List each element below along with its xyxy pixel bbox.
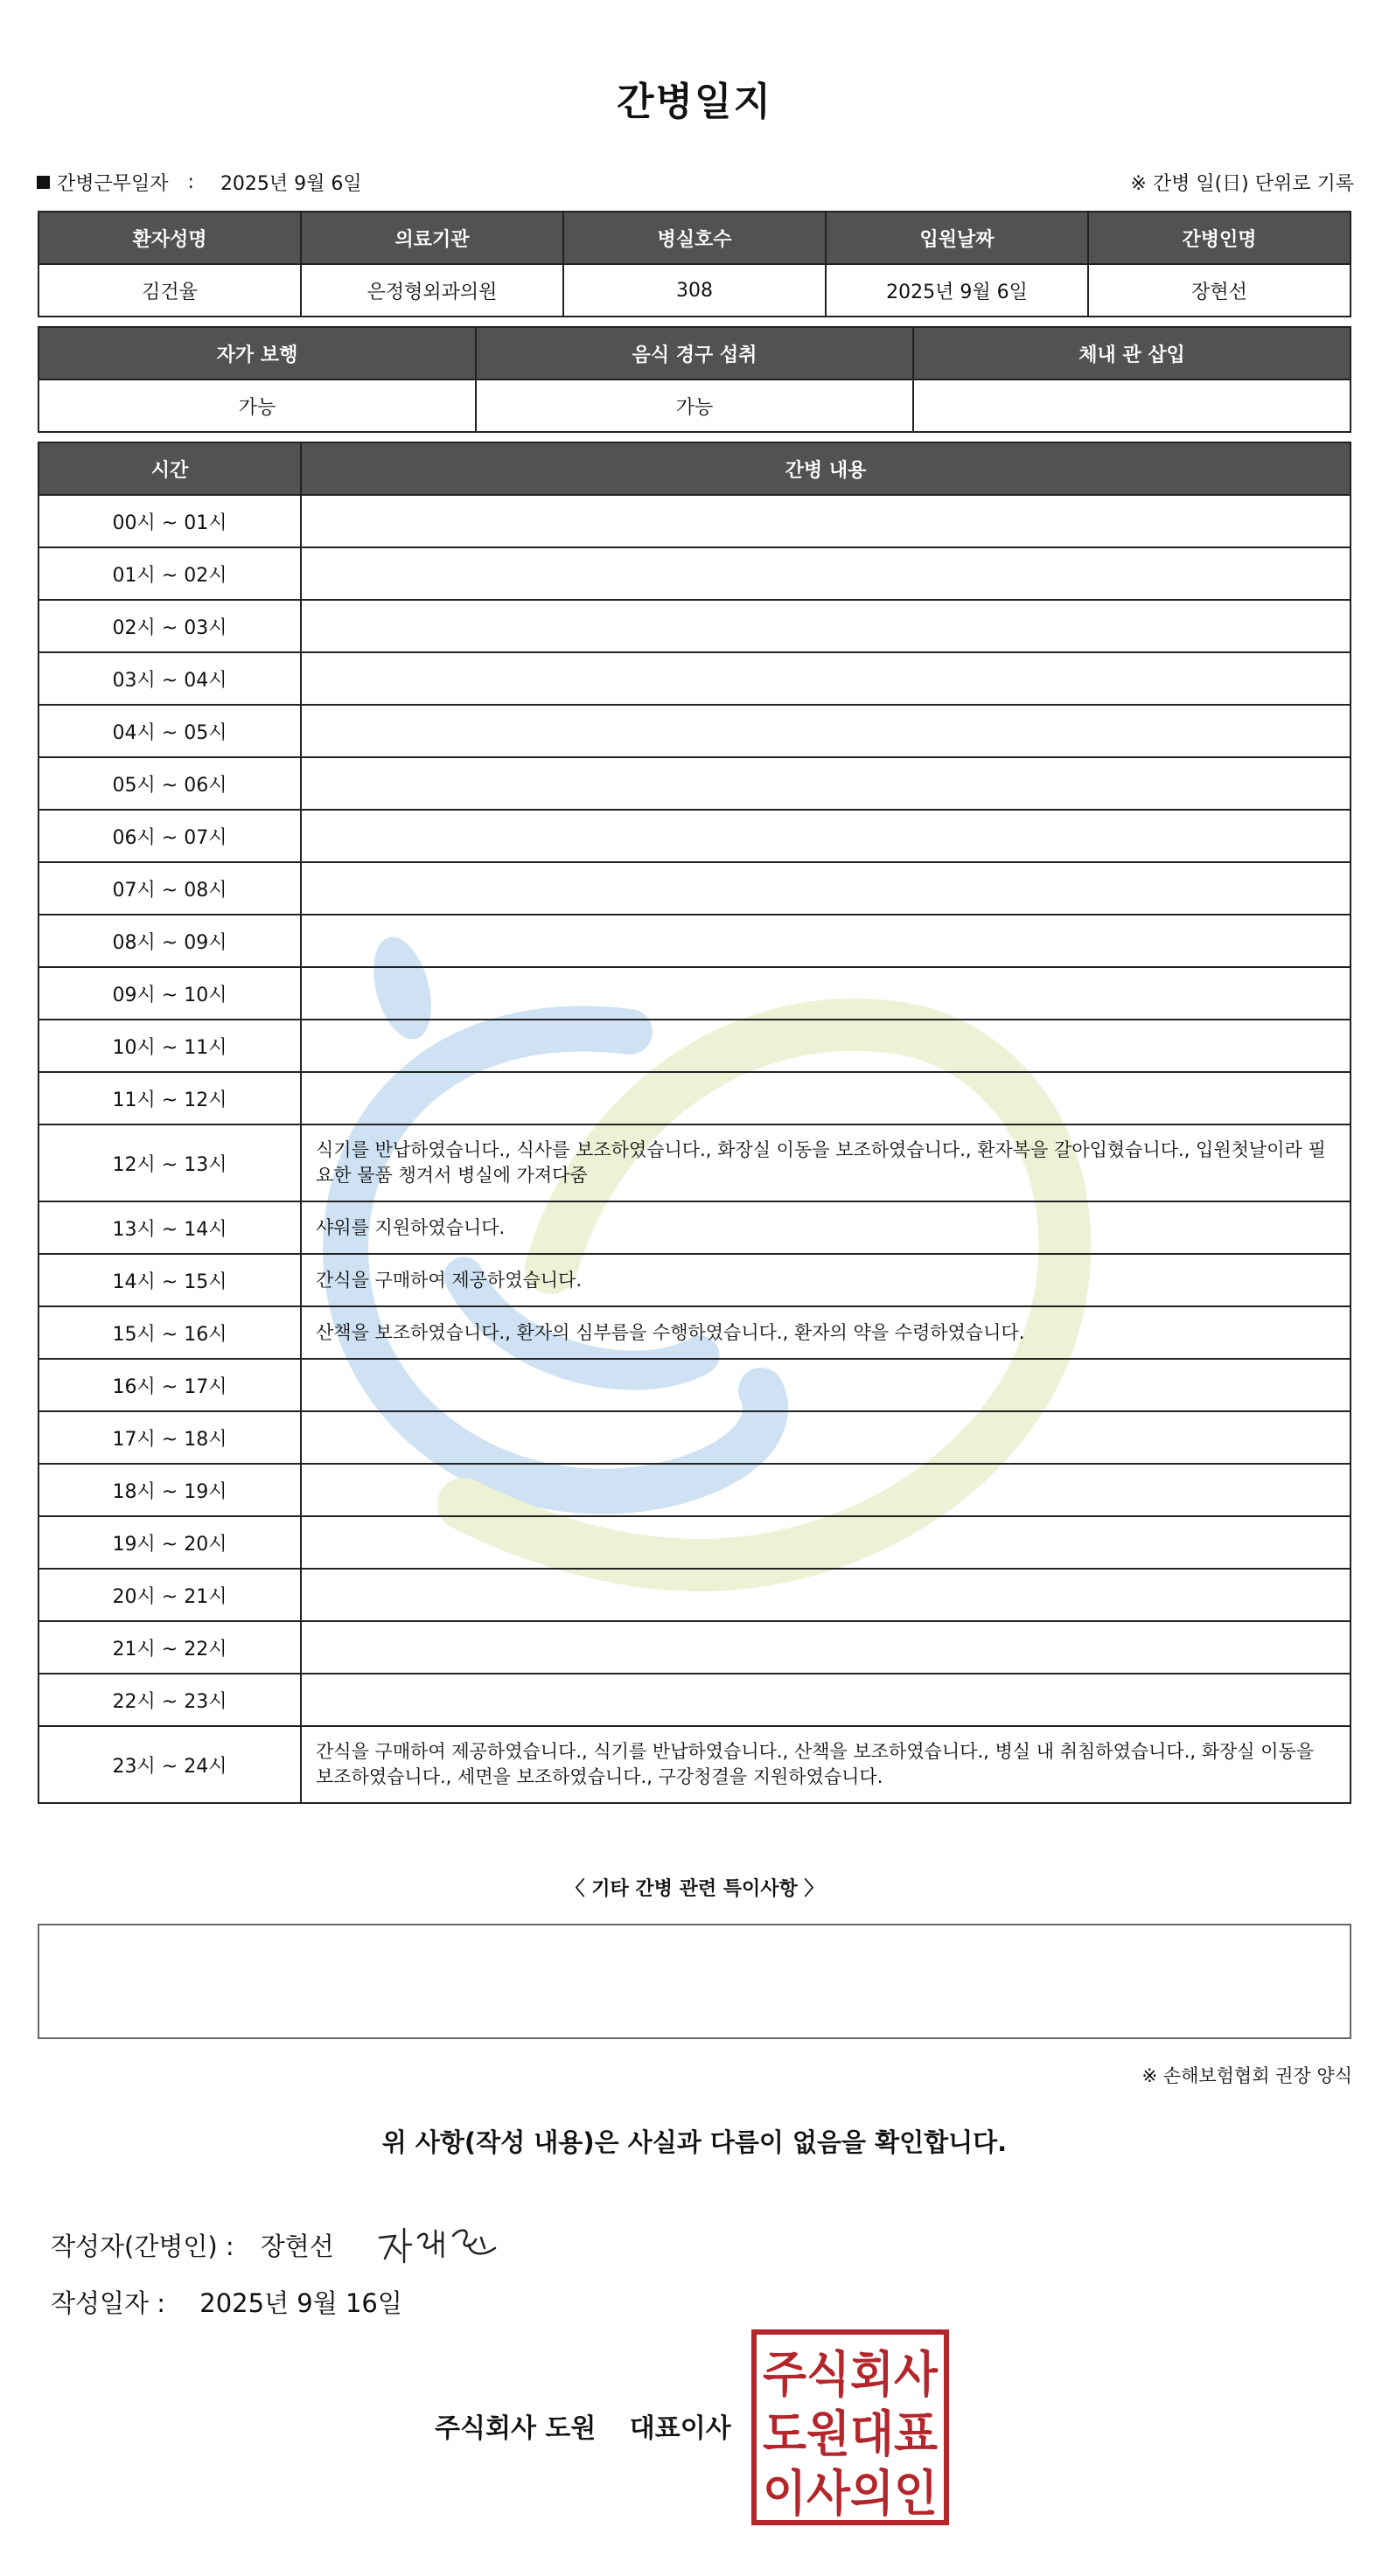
- hospital-name: 은정형외과의원: [301, 264, 563, 317]
- work-date-separator: :: [187, 171, 194, 193]
- table-row: [38, 1124, 1351, 1201]
- notes-title: 〈 기타 간병 관련 특이사항 〉: [565, 1878, 824, 1900]
- table-row: [38, 652, 1351, 705]
- patient-info-table: [38, 211, 1351, 317]
- table-row: [38, 915, 1351, 967]
- care-content-cell: [301, 1359, 1351, 1411]
- care-content-cell: [301, 652, 1351, 705]
- table-row: [38, 1359, 1351, 1411]
- recommendation-note: ※ 손해보험협회 권장 양식: [1141, 2065, 1352, 2086]
- time-cell: 09시 ~ 10시: [38, 967, 301, 1020]
- caregiver-name: 장현선: [1088, 264, 1351, 317]
- care-content-cell: 산책을 보조하였습니다., 환자의 심부름을 수행하였습니다., 환자의 약을 수령하였습니다.: [301, 1306, 1351, 1359]
- table-row: [38, 1306, 1351, 1359]
- company-name: 주식회사 도원: [435, 2413, 597, 2444]
- table-row: [38, 1674, 1351, 1726]
- care-content-cell: [301, 1569, 1351, 1621]
- time-cell: 11시 ~ 12시: [38, 1072, 301, 1124]
- header-oral-intake: 음식 경구 섭취: [476, 327, 913, 379]
- care-content-cell: 식기를 반납하였습니다., 식사를 보조하였습니다., 화장실 이동을 보조하였습니다., 환자복을 갈아입혔습니다., 입원첫날이라 필요한 물품 챙겨서 병실에 가져다줌: [301, 1124, 1351, 1201]
- table-row: [38, 1411, 1351, 1464]
- table-row: [38, 600, 1351, 652]
- time-cell: 12시 ~ 13시: [38, 1124, 301, 1201]
- unit-note: ※ 간병 일(日) 단위로 기록: [1130, 172, 1354, 195]
- company-title: 대표이사: [629, 2413, 731, 2444]
- table-row: [38, 1726, 1351, 1803]
- header-room-number: 병실호수: [563, 212, 826, 264]
- table-row: [38, 967, 1351, 1020]
- header-care-content: 간병 내용: [301, 442, 1351, 495]
- table-row: [38, 1254, 1351, 1306]
- patient-ability-table: [38, 326, 1351, 433]
- time-cell: 06시 ~ 07시: [38, 810, 301, 862]
- header-admission-date: 입원날짜: [826, 212, 1088, 264]
- patient-name: 김건율: [38, 264, 301, 317]
- care-content-cell: [301, 547, 1351, 600]
- table-row: [38, 1020, 1351, 1072]
- table-row: [38, 1201, 1351, 1254]
- table-header-row: [38, 442, 1351, 495]
- care-content-cell: [301, 915, 1351, 967]
- table-row: [38, 495, 1351, 547]
- table-row: [38, 705, 1351, 757]
- self-walking-value: 가능: [38, 379, 476, 432]
- care-content-cell: [301, 1411, 1351, 1464]
- writer-line: [51, 2218, 513, 2271]
- care-content-cell: [301, 600, 1351, 652]
- time-cell: 13시 ~ 14시: [38, 1201, 301, 1254]
- care-content-cell: [301, 1072, 1351, 1124]
- table-row: [38, 1464, 1351, 1516]
- time-cell: 01시 ~ 02시: [38, 547, 301, 600]
- table-row: [38, 1621, 1351, 1674]
- company-seal: [750, 2329, 950, 2526]
- time-cell: 15시 ~ 16시: [38, 1306, 301, 1359]
- time-cell: 18시 ~ 19시: [38, 1464, 301, 1516]
- room-number: 308: [563, 264, 826, 317]
- table-header-row: [38, 327, 1351, 379]
- table-header-row: [38, 212, 1351, 264]
- care-content-cell: [301, 757, 1351, 810]
- time-cell: 00시 ~ 01시: [38, 495, 301, 547]
- work-date-group: [37, 169, 362, 196]
- time-cell: 21시 ~ 22시: [38, 1621, 301, 1674]
- header-tube-insertion: 체내 관 삽입: [913, 327, 1351, 379]
- header-self-walking: 자가 보행: [38, 327, 476, 379]
- table-row: [38, 379, 1351, 432]
- table-row: [38, 1516, 1351, 1569]
- care-content-cell: 간식을 구매하여 제공하였습니다., 식기를 반납하였습니다., 산책을 보조하였습니다., 병실 내 취침하였습니다., 화장실 이동을 보조하였습니다., 세면을 보조하였습니다., 구강청결을 지원하였습니다.: [301, 1726, 1351, 1803]
- care-content-cell: [301, 1621, 1351, 1674]
- time-cell: 03시 ~ 04시: [38, 652, 301, 705]
- header-time: 시간: [38, 442, 301, 495]
- written-date-value: 2025년 9월 16일: [199, 2288, 402, 2318]
- writer-label: 작성자(간병인) :: [51, 2231, 234, 2261]
- meta-row: [37, 169, 1354, 195]
- time-cell: 10시 ~ 11시: [38, 1020, 301, 1072]
- confirmation-statement: 위 사항(작성 내용)은 사실과 다름이 없음을 확인합니다.: [381, 2127, 1008, 2157]
- care-content-cell: [301, 967, 1351, 1020]
- seal-line-1: 주식회사: [763, 2347, 939, 2404]
- header-hospital: 의료기관: [301, 212, 563, 264]
- time-cell: 20시 ~ 21시: [38, 1569, 301, 1621]
- time-cell: 19시 ~ 20시: [38, 1516, 301, 1569]
- time-cell: 02시 ~ 03시: [38, 600, 301, 652]
- square-bullet-icon: [37, 176, 50, 189]
- care-content-cell: 간식을 구매하여 제공하였습니다.: [301, 1254, 1351, 1306]
- page-title: 간병일지: [616, 80, 772, 124]
- care-content-cell: [301, 1516, 1351, 1569]
- seal-line-2: 도원대표: [763, 2406, 938, 2463]
- seal-line-3: 이사의인: [763, 2466, 938, 2523]
- time-cell: 22시 ~ 23시: [38, 1674, 301, 1726]
- care-content-cell: [301, 810, 1351, 862]
- admission-date: 2025년 9월 6일: [826, 264, 1088, 317]
- time-cell: 07시 ~ 08시: [38, 862, 301, 915]
- time-cell: 08시 ~ 09시: [38, 915, 301, 967]
- writer-name: 장현선: [260, 2231, 334, 2261]
- care-content-cell: [301, 862, 1351, 915]
- table-row: [38, 810, 1351, 862]
- notes-box: [38, 1924, 1351, 2039]
- time-cell: 17시 ~ 18시: [38, 1411, 301, 1464]
- care-content-cell: [301, 495, 1351, 547]
- care-log-table: [38, 442, 1351, 1804]
- time-cell: 16시 ~ 17시: [38, 1359, 301, 1411]
- care-content-cell: 샤워를 지원하였습니다.: [301, 1201, 1351, 1254]
- table-row: [38, 264, 1351, 317]
- time-cell: 04시 ~ 05시: [38, 705, 301, 757]
- care-content-cell: [301, 1674, 1351, 1726]
- time-cell: 14시 ~ 15시: [38, 1254, 301, 1306]
- care-content-cell: [301, 1464, 1351, 1516]
- time-cell: 23시 ~ 24시: [38, 1726, 301, 1803]
- table-row: [38, 547, 1351, 600]
- written-date-label: 작성일자 :: [51, 2288, 166, 2318]
- table-row: [38, 862, 1351, 915]
- signature: [373, 2218, 513, 2271]
- header-caregiver-name: 간병인명: [1088, 212, 1351, 264]
- company-line: [435, 2406, 731, 2445]
- table-row: [38, 1072, 1351, 1124]
- table-row: [38, 1569, 1351, 1621]
- header-patient-name: 환자성명: [38, 212, 301, 264]
- written-date-line: [51, 2284, 402, 2320]
- care-content-cell: [301, 705, 1351, 757]
- table-row: [38, 757, 1351, 810]
- work-date-label: 간병근무일자: [57, 172, 169, 195]
- time-cell: 05시 ~ 06시: [38, 757, 301, 810]
- tube-insertion-value: [913, 379, 1351, 432]
- work-date-value: 2025년 9월 6일: [220, 172, 362, 195]
- oral-intake-value: 가능: [476, 379, 913, 432]
- care-content-cell: [301, 1020, 1351, 1072]
